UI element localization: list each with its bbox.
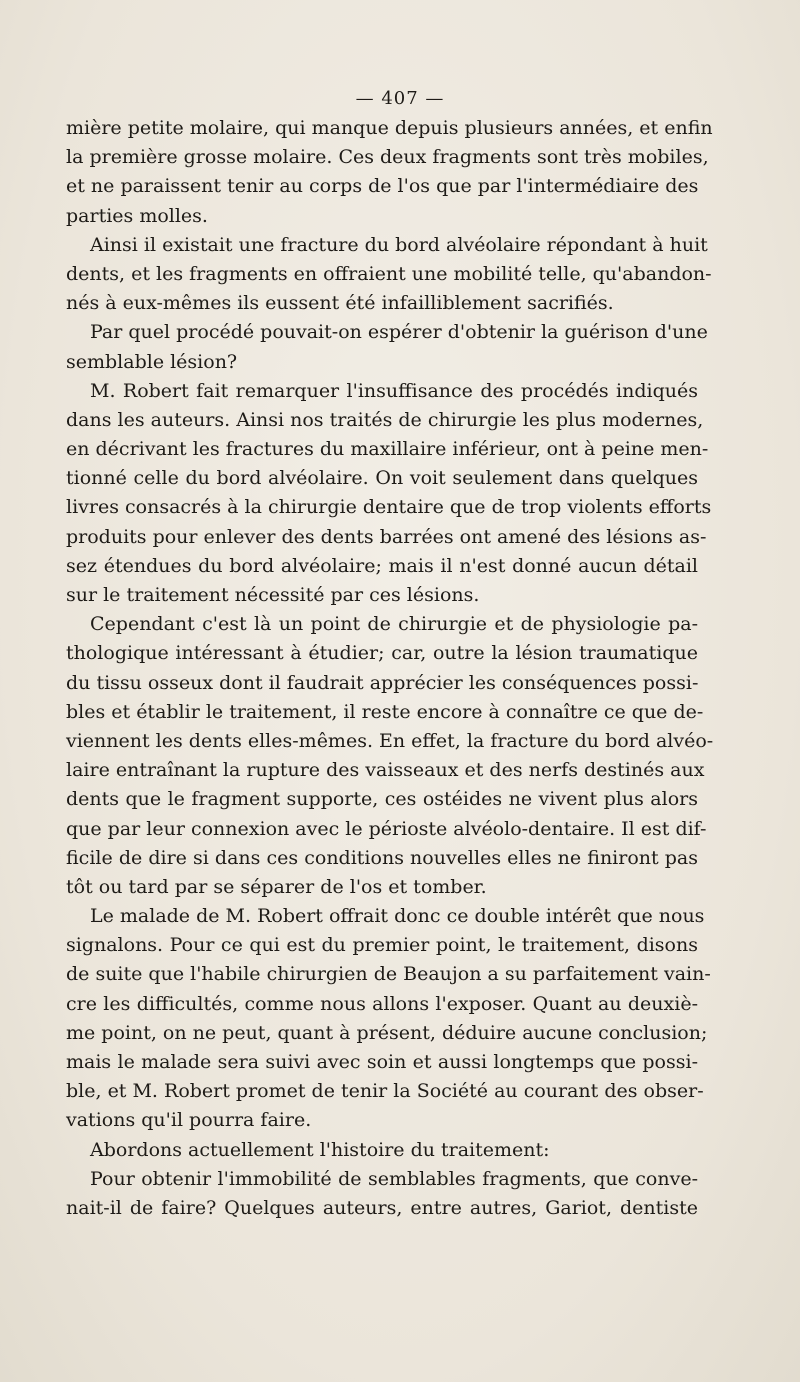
- text-line: tionné celle du bord alvéolaire. On voit seulement dans quelques: [66, 467, 698, 490]
- text-line: la première grosse molaire. Ces deux fragments sont très mobiles,: [66, 146, 709, 169]
- text-line: vations qu'il pourra faire.: [66, 1109, 312, 1132]
- text-line: parties molles.: [66, 204, 208, 227]
- text-line: signalons. Pour ce qui est du premier point, le traitement, disons: [66, 934, 698, 957]
- text-line: du tissu osseux dont il faudrait apprécier les conséquences possi-: [66, 671, 699, 694]
- text-line: dents que le fragment supporte, ces ostéides ne vivent plus alors: [66, 788, 698, 811]
- text-line: M. Robert fait remarquer l'insuffisance des procédés indiqués: [90, 379, 698, 402]
- text-line: nés à eux-mêmes ils eussent été infailliblement sacrifiés.: [66, 292, 614, 315]
- text-line: Pour obtenir l'immobilité de semblables fragments, que conve-: [90, 1167, 698, 1190]
- text-line: me point, on ne peut, quant à présent, déduire aucune conclusion;: [66, 1021, 708, 1044]
- text-line: Par quel procédé pouvait-on espérer d'obtenir la guérison d'une: [90, 321, 708, 344]
- text-line: en décrivant les fractures du maxillaire inférieur, ont à peine men-: [66, 438, 709, 461]
- text-line: thologique intéressant à étudier; car, outre la lésion traumatique: [66, 642, 698, 665]
- text-line: mais le malade sera suivi avec soin et aussi longtemps que possi-: [66, 1051, 698, 1073]
- text-line: dans les auteurs. Ainsi nos traités de chirurgie les plus modernes,: [66, 408, 704, 431]
- text-line: Abordons actuellement l'histoire du traitement:: [90, 1138, 550, 1161]
- text-line: viennent les dents elles-mêmes. En effet, la fracture du bord alvéo-: [66, 729, 714, 752]
- text-line: de suite que l'habile chirurgien de Beaujon a su parfaitement vain-: [66, 963, 711, 986]
- text-line: livres consacrés à la chirurgie dentaire que de trop violents efforts: [66, 496, 712, 519]
- text-line: ble, et M. Robert promet de tenir la Société au courant des obser-: [66, 1080, 704, 1103]
- text-line: ficile de dire si dans ces conditions nouvelles elles ne finiront pas: [66, 846, 698, 869]
- text-line: mière petite molaire, qui manque depuis plusieurs années, et enfin: [66, 117, 713, 139]
- text-line: sur le traitement nécessité par ces lésions.: [66, 584, 480, 606]
- text-line: Ainsi il existait une fracture du bord alvéolaire répondant à huit: [90, 233, 708, 256]
- text-line: sez étendues du bord alvéolaire; mais il n'est donné aucun détail: [66, 554, 698, 577]
- page-body-text: [66, 114, 714, 1223]
- text-line: cre les difficultés, comme nous allons l'exposer. Quant au deuxiè-: [66, 992, 698, 1015]
- text-line: produits pour enlever des dents barrées ont amené des lésions as-: [66, 525, 707, 548]
- text-line: Cependant c'est là un point de chirurgie et de physiologie pa-: [90, 613, 698, 636]
- text-line: Le malade de M. Robert offrait donc ce double intérêt que nous: [90, 905, 705, 928]
- text-line: nait-il de faire? Quelques auteurs, entre autres, Gariot, dentiste: [66, 1196, 698, 1219]
- text-line: et ne paraissent tenir au corps de l'os que par l'intermédiaire des: [66, 175, 699, 198]
- text-line: dents, et les fragments en offraient une mobilité telle, qu'abandon-: [66, 262, 712, 285]
- text-line: que par leur connexion avec le périoste alvéolo-dentaire. Il est dif-: [66, 817, 707, 840]
- text-line: semblable lésion?: [66, 350, 238, 373]
- text-line: tôt ou tard par se séparer de l'os et tomber.: [66, 875, 487, 898]
- text-line: laire entraînant la rupture des vaisseaux et des nerfs destinés aux: [66, 759, 705, 782]
- page-number: — 407 —: [355, 88, 445, 109]
- text-line: bles et établir le traitement, il reste encore à connaître ce que de-: [66, 700, 704, 723]
